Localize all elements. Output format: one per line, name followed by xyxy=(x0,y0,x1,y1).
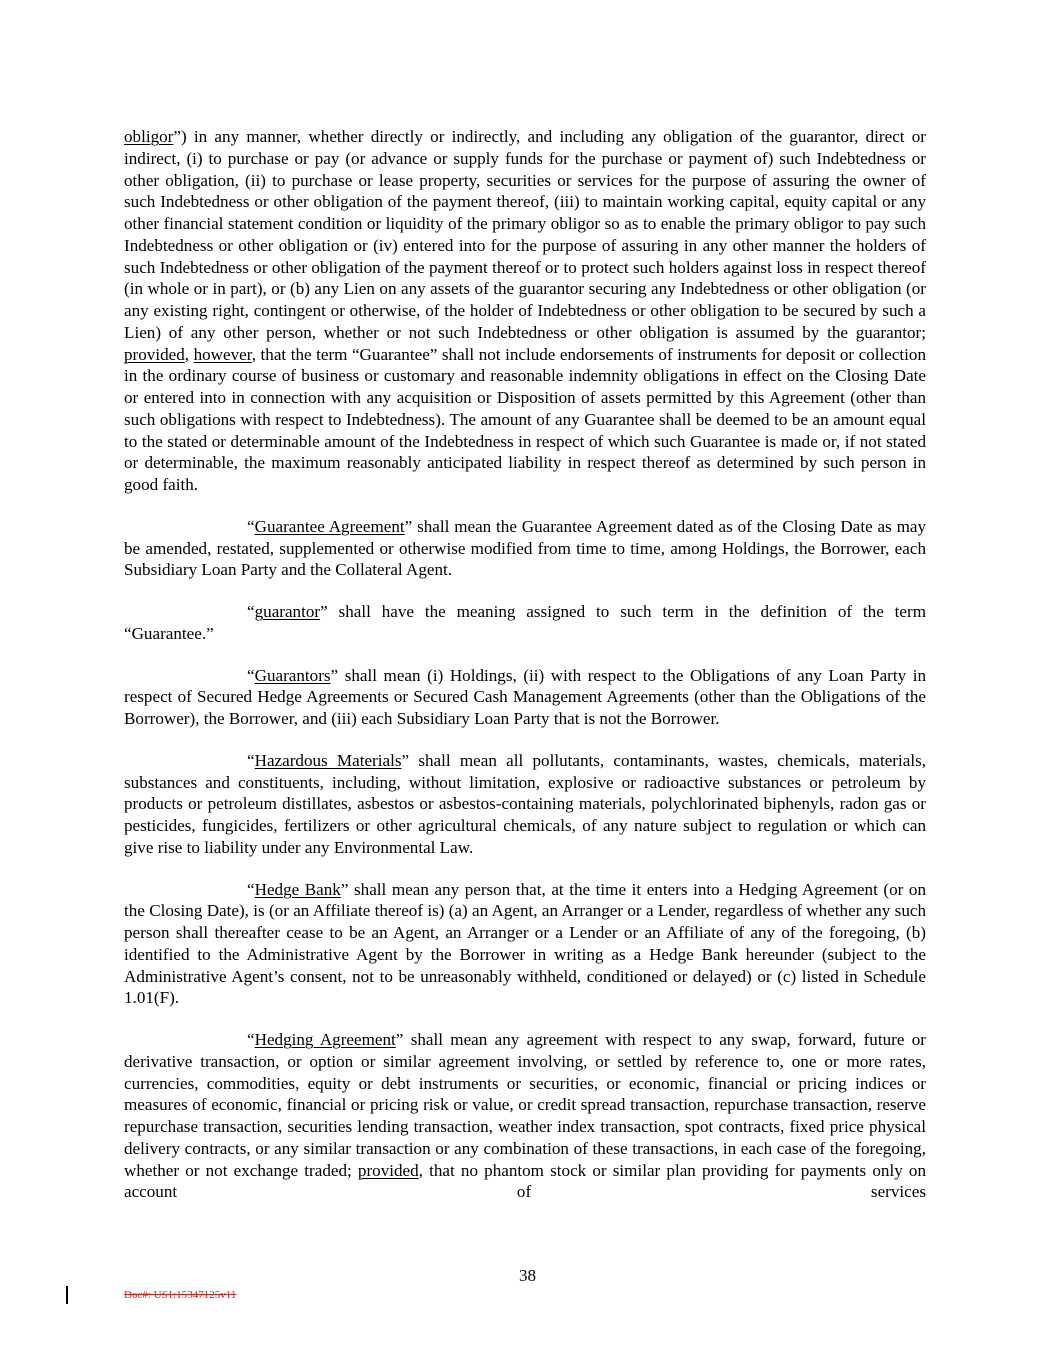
paragraph-text: “ xyxy=(247,516,255,536)
defined-term: provided xyxy=(357,1160,419,1180)
paragraph-text: , that no phantom stock or similar plan providing for payments only on account of services xyxy=(124,1160,927,1202)
page-number: 38 xyxy=(518,1266,537,1285)
paragraph xyxy=(124,1029,926,1203)
paragraph-text: “ xyxy=(247,1030,255,1049)
paragraph-text: ”) in any manner, whether directly or indirectly, and including any obligation of the guarantor, direct or indirect, (i) to purchase or pay (or advance or supply funds for the purchase or payment of) such Indebtedness or other obligation, (ii) to purchase or lease property, securities or services for the purpose of assuring the owner of such Indebtedness or other obligation of the payment thereof, (iii) to maintain working capital, equity capital or any other financial statement condition or liquidity of the primary obligor so as to enable the primary obligor to pay such Indebtedness or other obligation or (iv) entered into for the purpose of assuring in any other manner the holders of such Indebtedness or other obligation of the payment thereof or to protect such holders against loss in respect thereof (in whole or in part), or (b) any Lien on any assets of the guarantor securing any Indebtedness or other obligation (or any existing right, contingent or otherwise, of the holder of Indebtedness or other obligation to be secured by such a Lien) of any other person, whether or not such Indebtedness or other obligation is assumed by the guarantor; xyxy=(124,127,926,342)
paragraph-text: ” shall mean the Guarantee Agreement dated as of the Closing Date as may be amended, restated, supplemented or otherwise modified from time to time, among Holdings, the Borrower, each Subsidiary Loan Party and the Collateral Agent. xyxy=(124,516,926,580)
doc-id: Doc#: US1:15347125v11 xyxy=(124,1289,237,1301)
paragraph xyxy=(124,750,926,859)
paragraph-text: “ xyxy=(247,750,255,770)
defined-term: provided xyxy=(124,344,185,364)
defined-term: Guarantors xyxy=(254,665,331,685)
defined-term: Hedging Agreement xyxy=(254,1030,396,1049)
paragraph xyxy=(124,879,926,1010)
paragraph-text: ” shall mean all pollutants, contaminants, wastes, chemicals, materials, substances and constituents, including, without limitation, explosive or radioactive substances or petroleum by products or petroleum distillates, asbestos or asbestos-containing materials, polychlorinated biphenyls, radon gas or pesticides, fungicides, fertilizers or other agricultural chemicals, of any nature subject to regulation or which can give rise to liability under any Environmental Law. xyxy=(124,750,926,857)
paragraph xyxy=(124,601,926,645)
paragraph-text: , xyxy=(184,344,194,364)
paragraph xyxy=(124,516,926,581)
defined-term: Hedge Bank xyxy=(254,879,341,899)
defined-term: Hazardous Materials xyxy=(254,750,402,770)
paragraph-text: , that the term “Guarantee” shall not include endorsements of instruments for deposit or collection in the ordinary course of business or customary and reasonable indemnity obligations in effect on the Closing Date or entered into in connection with any acquisition or Disposition of assets permitted by this Agreement (other than such obligations with respect to Indebtedness). The amount of any Guarantee shall be deemed to be an amount equal to the stated or determinable amount of the Indebtedness in respect of which such Guarantee is made or, if not stated or determinable, the maximum reasonably anticipated liability in respect thereof as determined by such person in good faith. xyxy=(124,344,927,494)
paragraph-text: ” shall have the meaning assigned to such term in the definition of the term “Guarantee.” xyxy=(124,602,926,643)
paragraph-text: “ xyxy=(247,602,255,621)
paragraph-text: ” shall mean any agreement with respect to any swap, forward, future or derivative transaction, or option or similar agreement involving, or settled by reference to, one or more rates, currencies, commodities, equity or debt instruments or securities, or economic, financial or pricing indices or measures of economic, financial or pricing risk or value, or credit spread transaction, repurchase transaction, reserve repurchase transaction, securities lending transaction, weather index transaction, spot contracts, fixed price physical delivery contracts, or any similar transaction or any combination of these transactions, in each case of the foregoing, whether or not exchange traded; xyxy=(124,1030,926,1180)
paragraph xyxy=(124,126,926,496)
defined-term: however xyxy=(193,344,252,364)
defined-term: Guarantee Agreement xyxy=(254,516,405,536)
document-body xyxy=(124,126,926,1203)
paragraph-text: ” shall mean any person that, at the time it enters into a Hedging Agreement (or on the Closing Date), is (or an Affiliate thereof is) (a) an Agent, an Arranger or a Lender, regardless of whether any such person shall thereafter cease to be an Agent, an Arranger or a Lender or an Affiliate of any of the foregoing, (b) identified to the Administrative Agent by the Borrower in writing as a Hedge Bank hereunder (subject to the Administrative Agent’s consent, not to be unreasonably withheld, conditioned or delayed) or (c) listed in Schedule 1.01(F). xyxy=(124,879,926,1008)
revision-bar xyxy=(66,1286,68,1304)
paragraph-text: “ xyxy=(247,879,255,899)
paragraph-text: “ xyxy=(247,665,255,685)
paragraph xyxy=(124,665,926,730)
defined-term: guarantor xyxy=(254,602,321,621)
paragraph-text: ” shall mean (i) Holdings, (ii) with respect to the Obligations of any Loan Party in respect of Secured Hedge Agreements or Secured Cash Management Agreements (other than the Obligations of the Borrower), the Borrower, and (iii) each Subsidiary Loan Party that is not the Borrower. xyxy=(124,665,926,728)
defined-term: obligor xyxy=(124,127,174,146)
